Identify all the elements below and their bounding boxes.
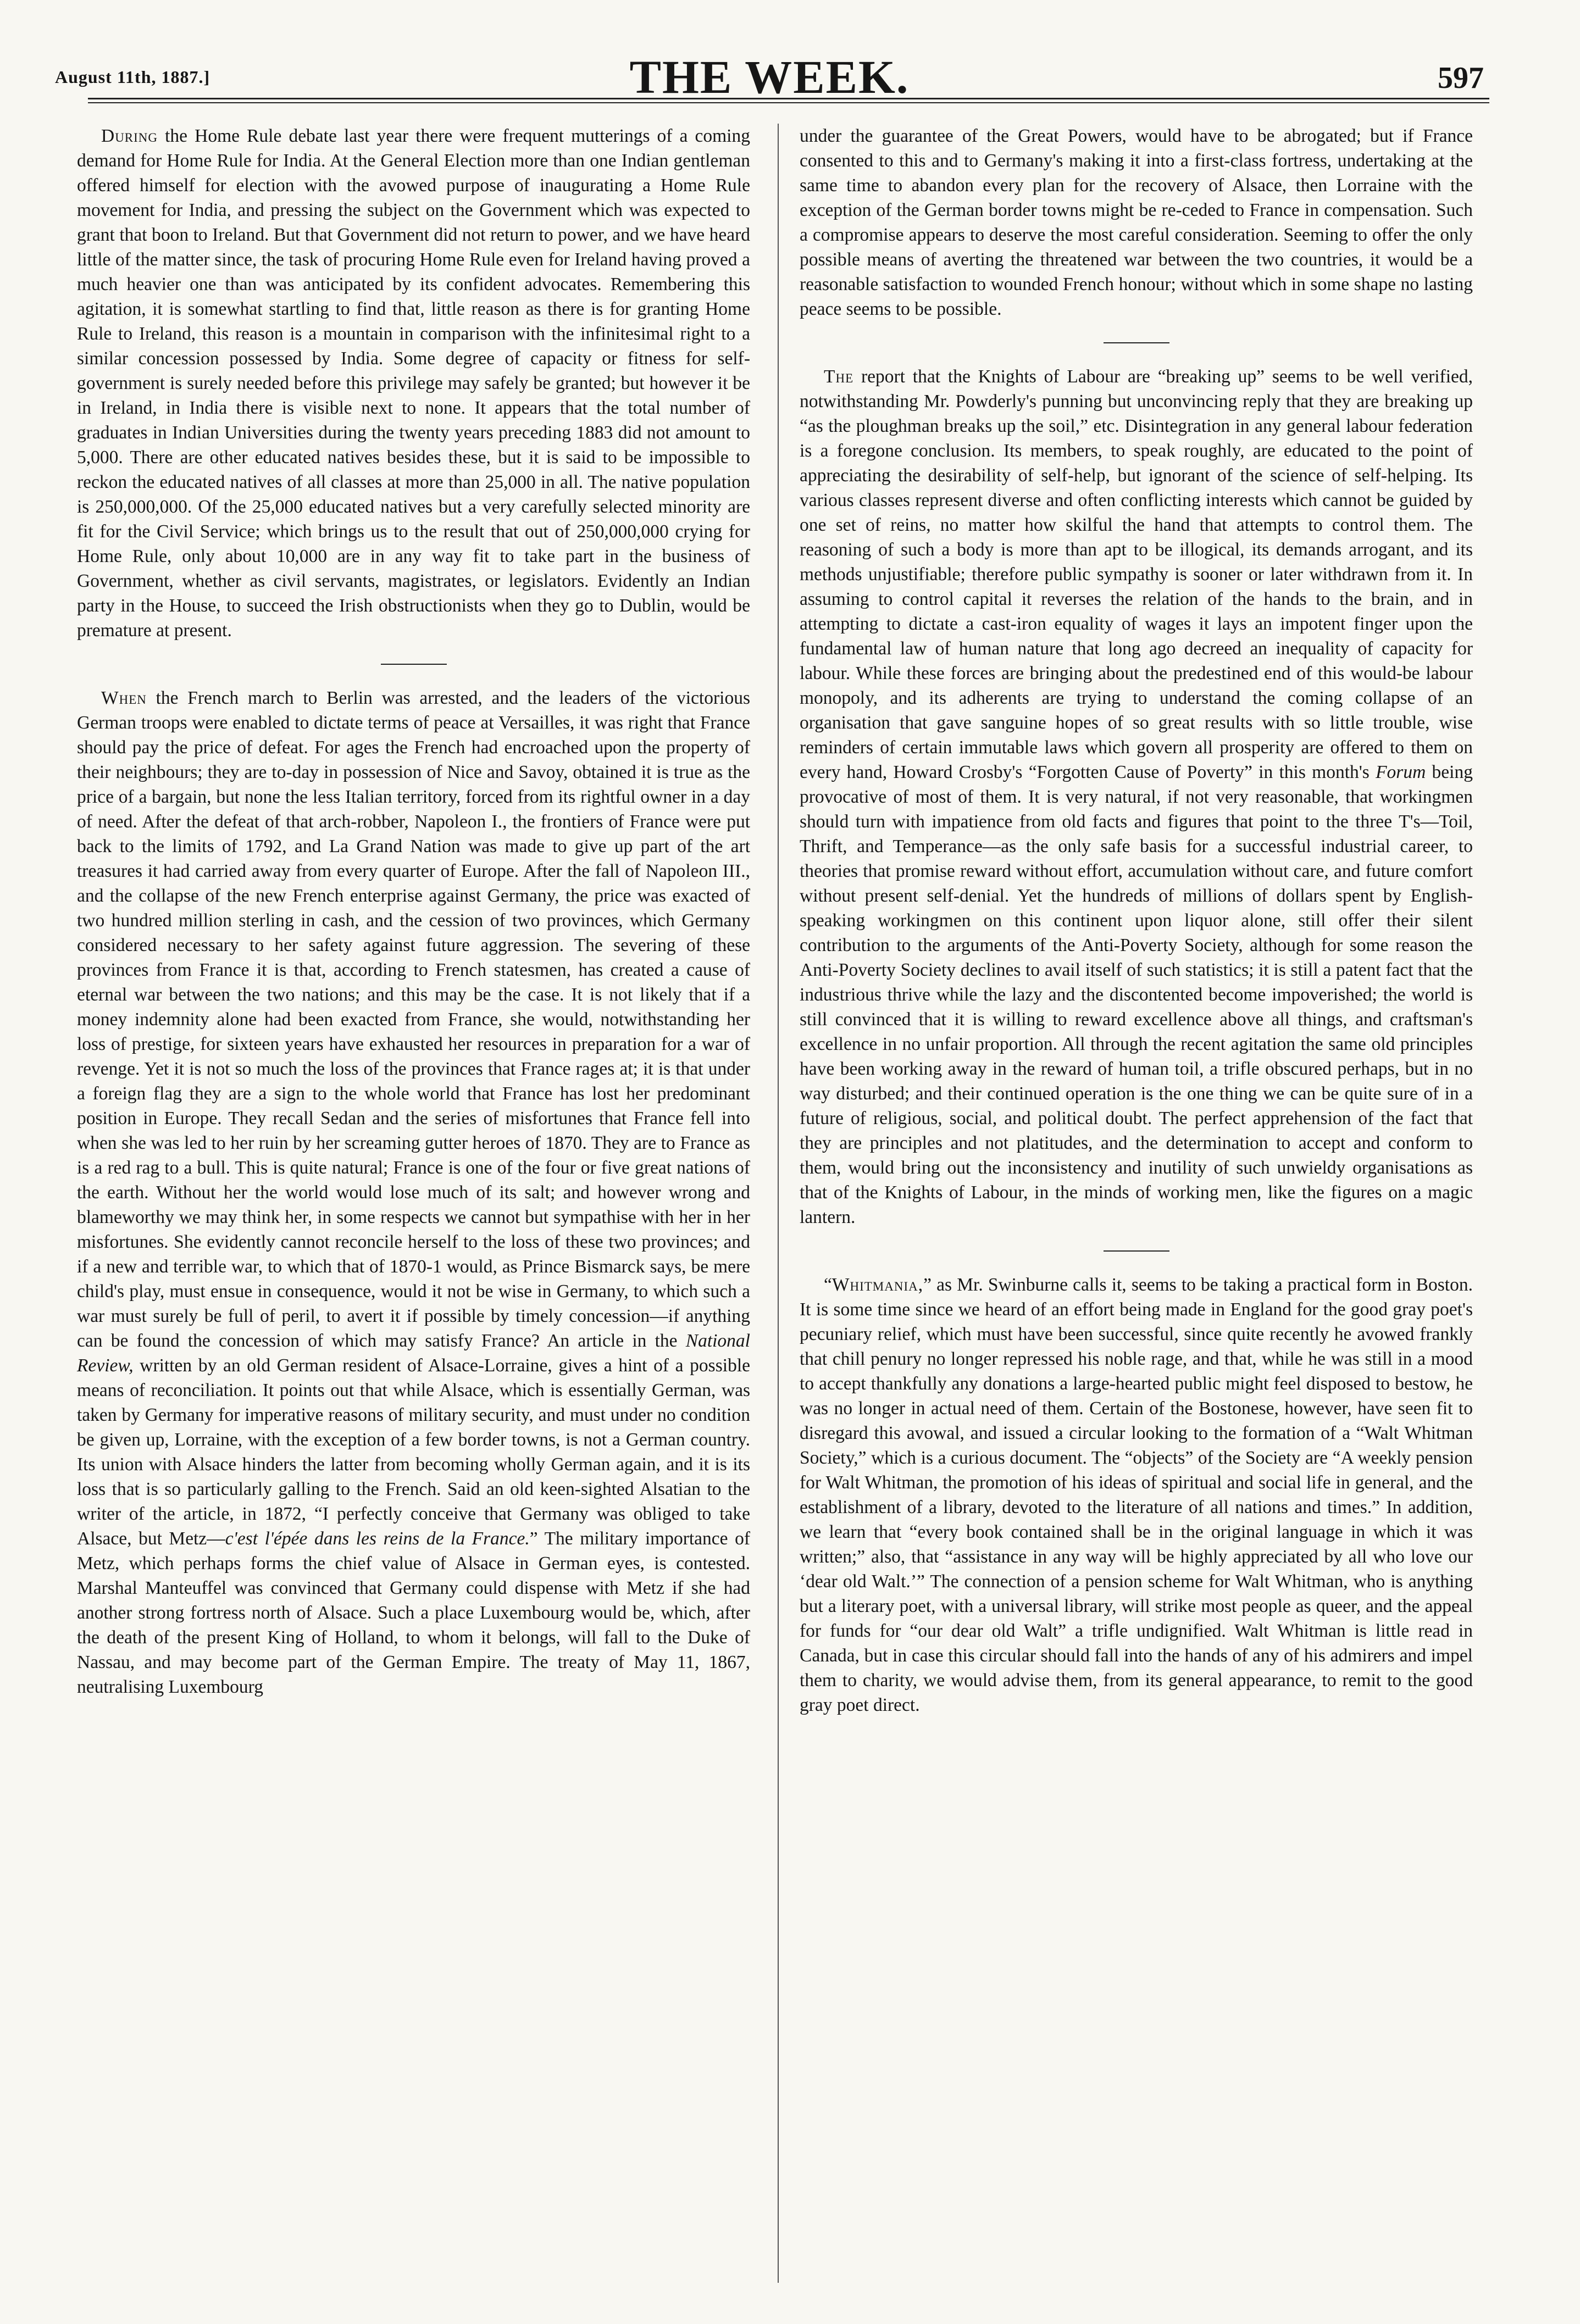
italic-text: National Review, <box>77 1331 750 1376</box>
paragraph-text: written by an old German resident of Alsace-Lorraine, gives a hint of a possible means of reconciliation. It points out that while Alsace, which is essentially German, was taken by Germany for imperative reasons of military security, and must under no condition be given up, Lorraine, with the exception of a few border towns, is not a German country. Its union with Alsace hinders the latter from becoming wholly German again, and it is its loss that is so particularly galling to the French. Said an old keen-sighted Alsatian to the writer of the article, in 1872, “I perfectly conceive that Germany was obliged to take Alsace, but Metz— <box>77 1355 750 1549</box>
paragraph-text: report that the Knights of Labour are “breaking up” seems to be well verified, notwithstanding Mr. Powderly's punning but unconvincing reply that they are breaking up “as the ploughman breaks up the soil,” etc. Disintegration in any general labour federation is a foregone conclusion. Its members, to speak roughly, are educated to the point of appreciating the desirability of self-help, but ignorant of the science of self-helping. Its various classes represent diverse and often conflicting interests which cannot be guided by one set of reins, no matter how skilful the hand that attempts to control them. The reasoning of such a body is more than apt to be illogical, its demands arrogant, and its methods unjustifiable; therefore public sympathy is sooner or later withdrawn from it. In assuming to control capital it reverses the relation of the hands to the brain, and in attempting to dictate a cast-iron equality of wages it lays an impotent finger upon the fundamental law of human nature that long ago decreed an inequality of capacity for labour. While these forces are bringing about the predestined end of this would-be labour monopoly, and its adherents are trying to understand the coming collapse of an organisation that gave sanguine hopes of so great results with so little trouble, wise reminders of certain immutable laws which govern all prosperity are offered to them on every hand, Howard Crosby's “Forgotten Cause of Poverty” in this month's <box>800 366 1473 782</box>
masthead-title: THE WEEK. <box>629 51 910 103</box>
left-column <box>77 124 750 1699</box>
header-rule-top <box>88 98 1489 99</box>
paragraph-home-rule-india <box>77 124 750 643</box>
section-separator <box>1104 342 1169 343</box>
lead-word: Whitmania, <box>831 1275 924 1295</box>
page-number: 597 <box>1438 61 1484 95</box>
paragraph-text: the Home Rule debate last year there were frequent mutterings of a coming demand for Home Rule for India. At the General Election more than one Indian gentleman offered himself for election with the avowed purpose of inaugurating a Home Rule movement for India, and pressing the subject on the Government which was expected to grant that boon to Ireland. But that Government did not return to power, and we have heard little of the matter since, the task of procuring Home Rule even for Ireland having proved a much heavier one than was anticipated by its confident advocates. Remembering this agitation, it is somewhat startling to find that, little reason as there is for granting Home Rule to Ireland, this reason is a mountain in comparison with the infinitesimal right to a similar concession possessed by India. Some degree of capacity or fitness for self-government is surely needed before this privilege may safely be granted; but however it be in Ireland, in India there is visible next to none. It appears that the total number of graduates in Indian Universities during the twenty years preceding 1883 did not amount to 5,000. There are other educated natives besides these, but it is said to be impossible to reckon the educated natives of all classes at more than 25,000 in all. The native population is 250,000,000. Of the 25,000 educated natives but a very carefully selected minority are fit for the Civil Service; which brings us to the result that out of 250,000,000 crying for Home Rule, only about 10,000 are in any way fit to take part in the business of Government, whether as civil servants, magistrates, or legislators. Evidently an Indian party in the House, to succeed the Irish obstructionists when they go to Dublin, would be premature at present. <box>77 126 750 641</box>
lead-word: When <box>101 688 147 708</box>
header-rule-bottom <box>88 102 1489 103</box>
paragraph-continuation <box>800 124 1473 321</box>
right-column <box>800 124 1473 1717</box>
section-separator <box>1104 1250 1169 1252</box>
paragraph-france-germany <box>77 686 750 1699</box>
paragraph-text: ” The military importance of Metz, which perhaps forms the chief value of Alsace in German eyes, is contested. Marshal Manteuffel was convinced that Germany could dispense with Metz if she had another strong fortress north of Alsace. Such a place Luxembourg would be, which, after the death of the present King of Holland, to whom it belongs, will fall to the Duke of Nassau, and may become part of the German Empire. The treaty of May 11, 1867, neutralising Luxembourg <box>77 1528 750 1697</box>
paragraph-knights-of-labour <box>800 364 1473 1230</box>
issue-date: August 11th, 1887.] <box>55 67 210 87</box>
column-divider <box>778 124 779 2283</box>
lead-word: The <box>824 366 854 387</box>
section-separator <box>381 664 447 665</box>
lead-word: During <box>101 126 158 146</box>
page-header <box>55 38 1484 104</box>
paragraph-whitmania <box>800 1272 1473 1717</box>
paragraph-text: under the guarantee of the Great Powers, would have to be abrogated; but if France consented to this and to Germany's making it into a first-class fortress, undertaking at the same time to abandon every plan for the recovery of Alsace, then Lorraine with the exception of the German border towns might be re-ceded to France in compensation. Such a compromise appears to deserve the most careful consideration. Seeming to offer the only possible means of averting the threatened war between the two countries, it would be a reasonable satisfaction to wounded French honour; without which in some shape no lasting peace seems to be possible. <box>800 126 1473 319</box>
paragraph-text: the French march to Berlin was arrested, and the leaders of the victorious German troops were enabled to dictate terms of peace at Versailles, it was right that France should pay the price of defeat. For ages the French had encroached upon the property of their neighbours; they are to-day in possession of Nice and Savoy, obtained it is true as the price of a bargain, but none the less Italian territory, forced from its rightful owner in a day of need. After the defeat of that arch-robber, Napoleon I., the frontiers of France were put back to the limits of 1792, and La Grand Nation was made to give up part of the art treasures it had carried away from every quarter of Europe. After the fall of Napoleon III., and the collapse of the new French enterprise against Germany, the price was exacted of two hundred million sterling in cash, and the cession of two provinces, which Germany considered necessary to her safety against future aggression. The severing of these provinces from France it is that, according to French statesmen, has created a cause of eternal war between the two nations; and this may be the case. It is not likely that if a money indemnity alone had been exacted from France, she would, notwithstanding her loss of prestige, for sixteen years have exhausted her resources in preparation for a war of revenge. Yet it is not so much the loss of the provinces that France rages at; it is that under a foreign flag they are a sign to the whole world that France has lost her predominant position in Europe. They recall Sedan and the series of misfortunes that France fell into when she was led to her ruin by her screaming gutter heroes of 1870. They are to France as is a red rag to a bull. This is quite natural; France is one of the four or five great nations of the earth. Without her the world would lose much of its salt; and however wrong and blameworthy we may think her, in some respects we cannot but sympathise with her in her misfortunes. She evidently cannot reconcile herself to the loss of these two provinces; and if a new and terrible war, to which that of 1870-1 would, as Prince Bismarck says, be mere child's play, must ensue in consequence, would it not be wise in Germany, to which such a war must surely be full of peril, to avert it if possible by timely concession—if anything can be found the concession of which may satisfy France? An article in the <box>77 688 750 1351</box>
italic-text: Forum <box>1376 762 1426 782</box>
open-quote: “ <box>824 1275 832 1295</box>
paragraph-text: ” as Mr. Swinburne calls it, seems to be taking a practical form in Boston. It is some time since we heard of an effort being made in England for the good gray poet's pecuniary relief, which must have been successful, since quite recently he avowed frankly that chill penury no longer repressed his noble rage, and that, while he was still in a mood to accept thankfully any donations a large-hearted public might feel disposed to bestow, he was no longer in actual need of them. Certain of the Bostonese, however, have seen fit to disregard this avowal, and issued a circular looking to the formation of a “Walt Whitman Society,” which is a curious document. The “objects” of the Society are “A weekly pension for Walt Whitman, the promotion of his ideas of spiritual and social life in general, and the establishment of a library, devoted to the literature of all nations and times.” In addition, we learn that “every book contained shall be in the original language in which it was written;” also, that “assistance in any way will be highly appreciated by all who love our ‘dear old Walt.’” The connection of a pension scheme for Walt Whitman, who is anything but a literary poet, with a universal library, will strike most people as queer, and the appeal for funds for “our dear old Walt” a trifle undignified. Walt Whitman is little read in Canada, but in case this circular should fall into the hands of any of his admirers and impel them to charity, we would advise them, from its general appearance, to remit to the good gray poet direct. <box>800 1275 1473 1715</box>
paragraph-text: being provocative of most of them. It is very natural, if not very reasonable, that workingmen should turn with impatience from old facts and figures that point to the three T's—Toil, Thrift, and Temperance—as the only safe basis for a successful industrial career, to theories that promise reward without effort, accumulation without care, and future comfort without present self-denial. Yet the hundreds of millions of dollars spent by English-speaking workingmen on this continent upon liquor alone, still offer their silent contribution to the arguments of the Anti-Poverty Society, although for some reason the Anti-Poverty Society declines to avail itself of such statistics; it is still a patent fact that the industrious thrive while the lazy and the discontented become impoverished; the world is still convinced that it is willing to reward excellence above all things, and craftsman's excellence in no unfair proportion. All through the recent agitation the same old principles have been working away in the reward of human toil, a trifle obscured perhaps, but in no way disturbed; and their continued operation is the one thing we can be quite sure of in a future of religious, social, and political doubt. The perfect apprehension of the fact that they are principles and not platitudes, and the determination to accept and conform to them, would bring out the inconsistency and inutility of such unwieldy organisations as that of the Knights of Labour, in the minds of working men, like the figures on a magic lantern. <box>800 762 1473 1227</box>
italic-quote: c'est l'épée dans les reins de la France. <box>225 1528 530 1549</box>
